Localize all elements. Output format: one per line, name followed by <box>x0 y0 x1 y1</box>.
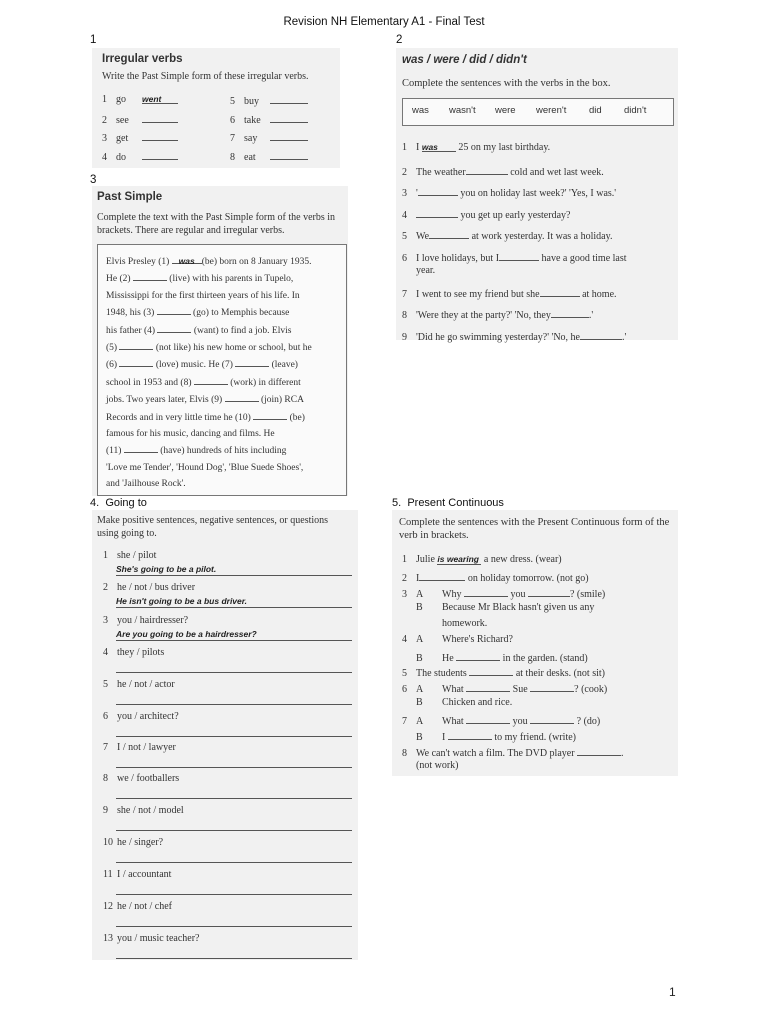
prompt <box>103 741 176 754</box>
answer-blank[interactable] <box>448 729 492 740</box>
item-number: 9 <box>103 805 108 816</box>
answer-blank[interactable]: went <box>142 93 178 104</box>
item-number: 3 <box>103 615 108 626</box>
item-prompt: she / pilot <box>117 550 157 561</box>
answer-blank[interactable] <box>124 442 158 453</box>
text-box-content <box>106 253 346 493</box>
text-fragment: (not like) his new home or school, but he <box>153 343 312 354</box>
ex5-line-3c: homework. <box>442 618 488 629</box>
text-line <box>106 322 346 339</box>
answer-line[interactable]: She's going to be a pilot. <box>116 564 352 576</box>
text-fragment: (want) to find a job. Elvis <box>191 325 292 336</box>
word-box-item: wasn't <box>449 105 476 116</box>
ex5-line-6b: B Chicken and rice. <box>416 697 513 708</box>
item-prompt: we / footballers <box>117 773 180 784</box>
text-fragment: his father (4) <box>106 325 158 336</box>
text-line <box>106 460 346 476</box>
text-line <box>106 253 346 270</box>
page-number: 1 <box>669 985 676 999</box>
section-number-2: 2 <box>396 34 403 46</box>
text-fragment: (be) born on 8 January 1935. <box>201 257 312 267</box>
text-fragment: school in 1953 and (8) <box>106 377 194 388</box>
item-number: 8 <box>103 773 108 784</box>
text-fragment: (love) music. He (7) <box>153 360 236 371</box>
text-line <box>106 442 346 459</box>
answer-blank[interactable]: is wearing <box>437 554 481 565</box>
exercise-1-title: Irregular verbs <box>102 53 183 65</box>
answer-line[interactable]: He isn't going to be a bus driver. <box>116 596 352 608</box>
answer-line[interactable] <box>116 661 352 673</box>
answer-blank[interactable] <box>528 586 570 597</box>
text-line <box>106 374 346 391</box>
page-title: Revision NH Elementary A1 - Final Test <box>283 16 485 28</box>
item-number: 12 <box>103 901 113 912</box>
answer-blank[interactable] <box>466 164 508 175</box>
answer-line[interactable] <box>116 947 352 959</box>
ex5-line-3: 3 A Why you ? (smile) <box>402 586 605 600</box>
ex5-line-8b: (not work) <box>416 760 459 771</box>
ex1-item-8: 8 eat <box>230 149 308 164</box>
prompt <box>103 868 171 881</box>
answer-blank[interactable] <box>119 339 153 350</box>
answer-blank[interactable] <box>429 228 469 239</box>
text-fragment: (go) to Memphis because <box>190 308 290 319</box>
item-number: 4 <box>103 647 108 658</box>
text-fragment: (leave) <box>269 360 298 371</box>
exercise-2-title: was / were / did / didn't <box>402 54 527 66</box>
word-box-item: didn't <box>624 105 647 116</box>
ex5-line-2: 2 I on holiday tomorrow. (not go) <box>402 570 589 584</box>
item-number: 2 <box>103 582 108 593</box>
item-prompt: you / architect? <box>117 711 179 722</box>
text-line <box>106 356 346 373</box>
answer-blank[interactable] <box>235 356 269 367</box>
ex5-line-6: 6 A What Sue ? (cook) <box>402 681 607 695</box>
answer-blank[interactable] <box>133 270 167 281</box>
item-prompt: he / singer? <box>117 837 164 848</box>
ex2-item-7: 7 I went to see my friend but she at home. <box>402 286 617 301</box>
answer-blank[interactable] <box>464 586 508 597</box>
answer-blank[interactable] <box>466 713 510 724</box>
answer-blank[interactable] <box>530 713 574 724</box>
section-number-1: 1 <box>90 34 97 46</box>
section-number-3: 3 <box>90 174 97 186</box>
text-fragment: (join) RCA <box>258 395 304 406</box>
item-prompt: you / music teacher? <box>117 933 200 944</box>
item-number: 6 <box>103 711 108 722</box>
ex5-line-3b: B Because Mr Black hasn't given us any <box>416 602 595 613</box>
text-fragment: He (2) <box>106 274 133 285</box>
ex5-line-7: 7 A What you ? (do) <box>402 713 600 727</box>
ex2-item-3: 3 ' you on holiday last week?' 'Yes, I was.' <box>402 185 616 200</box>
answer-blank[interactable] <box>270 93 308 104</box>
text-fragment: Elvis Presley (1) <box>106 257 172 267</box>
item-prompt: she / not / model <box>117 805 184 816</box>
ex5-line-1: 1 Julie is wearing a new dress. (wear) <box>402 554 562 565</box>
section-4-heading: 4. Going to <box>90 497 147 509</box>
word-box-item: weren't <box>536 105 567 116</box>
answer-blank[interactable] <box>499 250 539 261</box>
answer-blank[interactable] <box>142 112 178 123</box>
ex5-line-8: 8 We can't watch a film. The DVD player . <box>402 745 624 759</box>
answer-blank[interactable] <box>551 307 589 318</box>
word-box <box>402 98 674 126</box>
ex5-line-4: 4 A Where's Richard? <box>402 634 513 645</box>
answer-blank[interactable]: was <box>172 253 202 264</box>
item-number: 5 <box>103 679 108 690</box>
answer-blank[interactable] <box>580 329 622 340</box>
ex5-line-4b: B He in the garden. (stand) <box>416 650 588 664</box>
item-number: 13 <box>103 933 113 944</box>
text-fragment: (work) in different <box>227 377 301 388</box>
answer-blank[interactable] <box>456 650 500 661</box>
answer-line[interactable]: Are you going to be a hairdresser? <box>116 629 352 641</box>
prompt <box>103 549 156 562</box>
ex2-item-8: 8 'Were they at the party?' 'No, they .' <box>402 307 593 322</box>
text-fragment: (live) with his parents in Tupelo, <box>166 274 294 285</box>
answer-blank[interactable] <box>577 745 621 756</box>
word-box-item: was <box>412 105 429 116</box>
ex2-item-4: 4 you get up early yesterday? <box>402 207 570 222</box>
text-fragment: Records and in very little time he (10) <box>106 412 254 423</box>
prompt <box>103 804 184 817</box>
item-prompt: they / pilots <box>117 647 165 658</box>
item-number: 10 <box>103 837 113 848</box>
answer-blank[interactable] <box>419 570 465 581</box>
answer-blank[interactable] <box>540 286 580 297</box>
answer-blank[interactable]: was <box>422 141 456 152</box>
prompt <box>103 932 199 945</box>
answer-line[interactable] <box>116 915 352 927</box>
answer-line[interactable] <box>116 787 352 799</box>
exercise-1-instruction: Write the Past Simple form of these irregular verbs. <box>102 71 309 82</box>
text-fragment: (have) hundreds of hits including <box>157 446 287 457</box>
text-line <box>106 288 346 304</box>
answer-blank[interactable] <box>418 185 458 196</box>
answer-blank[interactable] <box>142 149 178 160</box>
answer-line[interactable] <box>116 756 352 768</box>
item-prompt: he / not / chef <box>117 901 172 912</box>
answer-blank[interactable] <box>466 681 510 692</box>
answer-line[interactable] <box>116 883 352 895</box>
text-fragment: Mississippi for the first thirteen years of his life. In <box>106 290 300 301</box>
item-prompt: I / accountant <box>117 869 172 880</box>
section-5-heading: 5. Present Continuous <box>392 497 504 509</box>
ex1-item-1: 1 go went <box>102 93 178 106</box>
exercise-3-instruction: Complete the text with the Past Simple form of the verbs in brackets. There are regular and irregular verbs. <box>97 212 336 236</box>
answer-blank[interactable] <box>270 130 308 141</box>
exercise-4-instruction: Make positive sentences, negative sentences, or questions <box>97 515 329 526</box>
ex2-item-6-cont: year. <box>416 265 436 276</box>
word-box-item: did <box>589 105 602 116</box>
answer-blank[interactable] <box>469 665 513 676</box>
prompt <box>103 614 188 627</box>
prompt <box>103 646 164 659</box>
answer-blank[interactable] <box>253 409 287 420</box>
text-fragment: and 'Jailhouse Rock'. <box>106 479 186 490</box>
ex2-item-9: 9 'Did he go swimming yesterday?' 'No, he .' <box>402 329 626 344</box>
exercise-5-instruction: Complete the sentences with the Present Continuous form of the verb in brackets. <box>399 517 670 541</box>
text-line <box>106 391 346 408</box>
item-number: 1 <box>103 550 108 561</box>
answer-line[interactable] <box>116 851 352 863</box>
text-line <box>106 476 346 492</box>
prompt <box>103 678 175 691</box>
answer-blank[interactable] <box>530 681 574 692</box>
item-prompt: he / not / bus driver <box>117 582 196 593</box>
ex2-item-6: 6 I love holidays, but I have a good time last <box>402 250 627 265</box>
prompt <box>103 772 179 785</box>
ex1-item-3: 3 get <box>102 130 178 145</box>
answer-blank[interactable] <box>225 391 259 402</box>
answer-blank[interactable] <box>194 374 228 385</box>
answer-blank[interactable] <box>416 207 458 218</box>
ex1-item-2: 2 see <box>102 112 178 127</box>
answer-blank[interactable] <box>142 130 178 141</box>
text-line <box>106 339 346 356</box>
ex5-line-7b: B I to my friend. (write) <box>416 729 576 743</box>
prompt <box>103 581 195 594</box>
ex5-line-5: 5 The students at their desks. (not sit) <box>402 665 605 679</box>
ex2-item-2: 2 The weather cold and wet last week. <box>402 164 604 179</box>
ex1-item-6: 6 take <box>230 112 308 127</box>
word-box-item: were <box>495 105 516 116</box>
answer-blank[interactable] <box>119 356 153 367</box>
item-prompt: he / not / actor <box>117 679 175 690</box>
answer-line[interactable] <box>116 725 352 737</box>
prompt <box>103 836 163 849</box>
item-number: 7 <box>103 742 108 753</box>
text-line <box>106 270 346 287</box>
ex2-item-1: 1 I was 25 on my last birthday. <box>402 142 551 153</box>
text-fragment: (11) <box>106 446 124 457</box>
ex1-item-7: 7 say <box>230 130 308 145</box>
text-fragment: famous for his music, dancing and films. He <box>106 429 275 440</box>
text-fragment: (be) <box>287 412 305 423</box>
text-fragment: (6) <box>106 360 120 371</box>
text-fragment: 'Love me Tender', 'Hound Dog', 'Blue Suede Shoes', <box>106 462 304 473</box>
exercise-4-instruction-2: using going to. <box>97 528 157 539</box>
answer-blank[interactable] <box>270 112 308 123</box>
answer-blank[interactable] <box>270 149 308 160</box>
answer-blank[interactable] <box>157 322 191 333</box>
ex1-item-4: 4 do <box>102 149 178 164</box>
text-fragment: (5) <box>106 343 120 354</box>
item-number: 11 <box>103 869 113 880</box>
exercise-2-instruction: Complete the sentences with the verbs in the box. <box>402 78 611 89</box>
answer-line[interactable] <box>116 693 352 705</box>
text-fragment: jobs. Two years later, Elvis (9) <box>106 395 225 406</box>
item-prompt: I / not / lawyer <box>117 742 176 753</box>
answer-blank[interactable] <box>157 304 191 315</box>
text-line <box>106 409 346 426</box>
ex1-item-5: 5 buy <box>230 93 308 108</box>
ex2-item-5: 5 We at work yesterday. It was a holiday. <box>402 228 612 243</box>
exercise-3-title: Past Simple <box>97 191 163 203</box>
text-line <box>106 426 346 442</box>
text-fragment: 1948, his (3) <box>106 308 157 319</box>
text-line <box>106 304 346 321</box>
answer-line[interactable] <box>116 819 352 831</box>
item-prompt: you / hairdresser? <box>117 615 189 626</box>
prompt <box>103 900 172 913</box>
prompt <box>103 710 179 723</box>
